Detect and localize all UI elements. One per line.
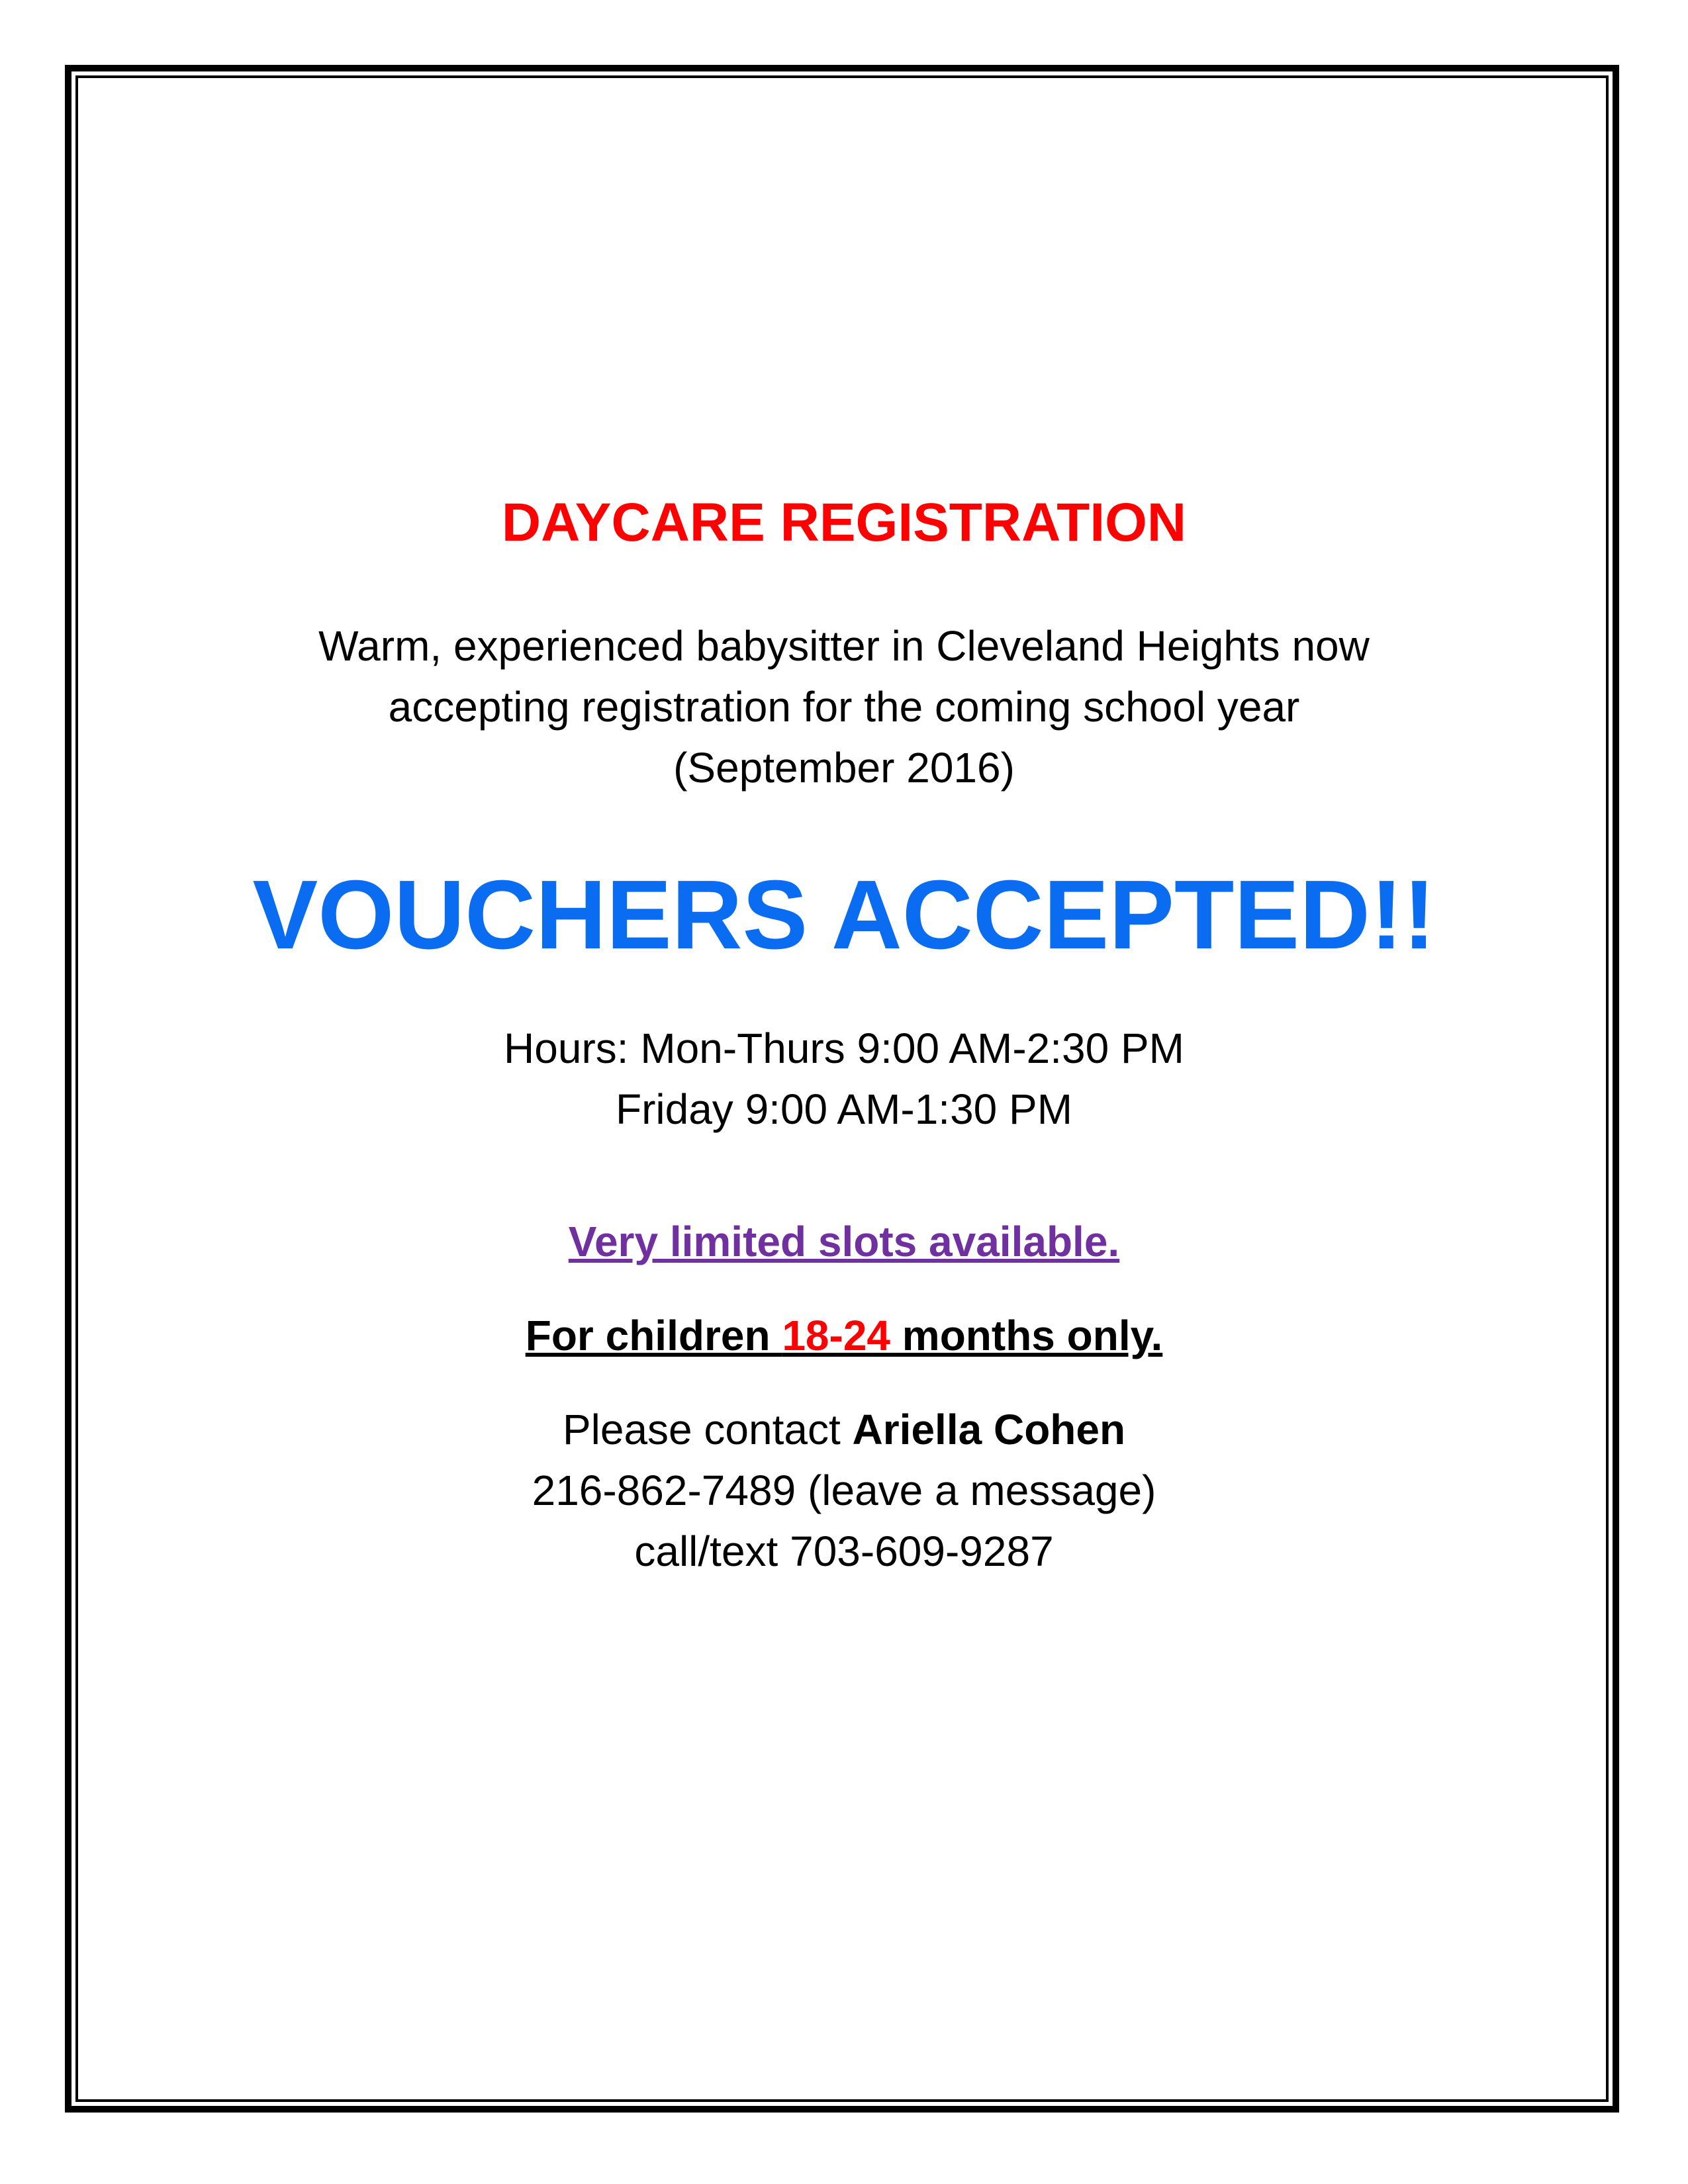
- children-suffix: months only.: [890, 1312, 1163, 1359]
- intro-line: (September 2016): [673, 744, 1015, 792]
- headline: DAYCARE REGISTRATION: [501, 492, 1187, 553]
- intro-line: accepting registration for the coming school year: [388, 683, 1300, 731]
- vouchers-banner: VOUCHERS ACCEPTED!!: [252, 860, 1436, 970]
- phone-line-2: call/text 703-609-9287: [634, 1527, 1054, 1575]
- children-prefix: For children: [525, 1312, 782, 1359]
- contact-name: Ariella Cohen: [852, 1406, 1126, 1453]
- intro-text: [132, 615, 1556, 798]
- contact-block: [132, 1399, 1556, 1582]
- phone-line-1: 216-862-7489 (leave a message): [532, 1467, 1156, 1514]
- contact-line: [132, 1399, 1556, 1460]
- hours-block: [132, 1018, 1556, 1140]
- flyer-content: [132, 490, 1556, 1582]
- children-age-notice: [132, 1305, 1556, 1366]
- contact-prefix: Please contact: [562, 1406, 853, 1453]
- age-range: 18-24: [782, 1312, 891, 1359]
- intro-line: Warm, experienced babysitter in Cleveland Heights now: [318, 622, 1370, 670]
- hours-line: Hours: Mon-Thurs 9:00 AM-2:30 PM: [504, 1024, 1184, 1072]
- hours-line: Friday 9:00 AM-1:30 PM: [615, 1085, 1073, 1133]
- slots-notice: Very limited slots available.: [568, 1218, 1120, 1265]
